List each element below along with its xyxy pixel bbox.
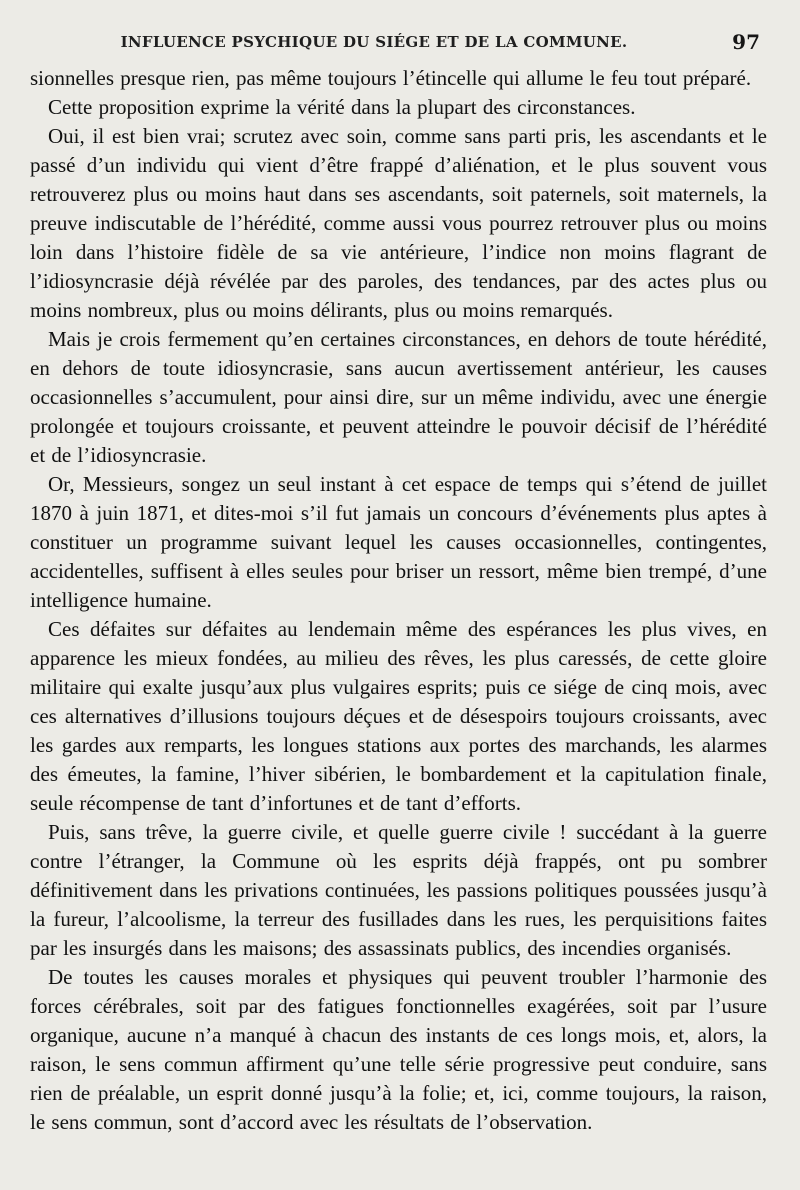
page-header [28,30,760,54]
paragraph: Puis, sans trêve, la guerre civile, et quelle guerre civile ! succédant à la guerre contre l’étranger, la Commune où les esprits déjà frappés, ont pu sombrer définitivement dans les privations continuées, les passions politiques poussées jusqu’à la fureur, l’alcoolisme, la terreur des fusillades dans les rues, les perquisitions faites par les insurgés dans les maisons; des assassinats publics, des incendies organisés. [30,820,767,960]
paragraph: Ces défaites sur défaites au lendemain même des espérances les plus vives, en apparence les mieux fondées, au milieu des rêves, les plus caressés, de cette gloire militaire qui exalte jusqu’aux plus vulgaires esprits; puis ce siége de cinq mois, avec ces alternatives d’illusions toujours déçues et de désespoirs toujours croissants, avec les gardes aux remparts, les longues stations aux portes des marchands, les alarmes des émeutes, la famine, l’hiver sibérien, le bombardement et la capitulation finale, seule récompense de tant d’infortunes et de tant d’efforts. [30,617,767,815]
paragraph: Or, Messieurs, songez un seul instant à cet espace de temps qui s’étend de juillet 1870 à juin 1871, et dites-moi s’il fut jamais un concours d’événements plus aptes à constituer un programme suivant lequel les causes occasionnelles, contingentes, accidentelles, suffisent à elles seules pour briser un ressort, même bien trempé, d’une intelligence humaine. [30,472,767,612]
paragraph: Cette proposition exprime la vérité dans la plupart des circonstances. [48,95,636,119]
paragraph: Mais je crois fermement qu’en certaines circonstances, en dehors de toute hérédité, en dehors de toute idiosyncrasie, sans aucun avertissement antérieur, les causes occasionnelles s’accumulent, pour ainsi dire, sur un même individu, avec une énergie prolongée et toujours croissante, et peuvent atteindre le pouvoir décisif de l’hérédité et de l’idiosyncrasie. [30,327,767,467]
paragraph: De toutes les causes morales et physiques qui peuvent troubler l’harmonie des forces cérébrales, soit par des fatigues fonctionnelles exagérées, soit par l’usure organique, aucune n’a manqué à chacun des instants de ces longs mois, et, alors, la raison, le sens commun affirment qu’une telle série progressive peut conduire, sans rien de préalable, un esprit donné jusqu’à la folie; et, ici, comme toujours, la raison, le sens commun, sont d’accord avec les résultats de l’observation. [30,965,767,1134]
paragraph: Oui, il est bien vrai; scrutez avec soin, comme sans parti pris, les ascendants et le passé d’un individu qui vient d’être frappé d’aliénation, et le plus souvent vous retrouverez plus ou moins haut dans ses ascendants, soit paternels, soit maternels, la preuve indiscutable de l’hérédité, comme aussi vous pourrez retrouver plus ou moins loin dans l’histoire fidèle de sa vie antérieure, l’indice non moins flagrant de l’idiosyncrasie déjà révélée par des paroles, des tendances, par des actes plus ou moins nombreux, plus ou moins délirants, plus ou moins remarqués. [30,124,767,322]
running-head: INFLUENCE PSYCHIQUE DU SIÉGE ET DE LA COMMUNE. [120,33,628,51]
paragraph-continuation: sionnelles presque rien, pas même toujours l’étincelle qui allume le feu tout préparé. [30,66,752,90]
page-number: 97 [732,30,760,54]
page-body [30,64,767,1137]
